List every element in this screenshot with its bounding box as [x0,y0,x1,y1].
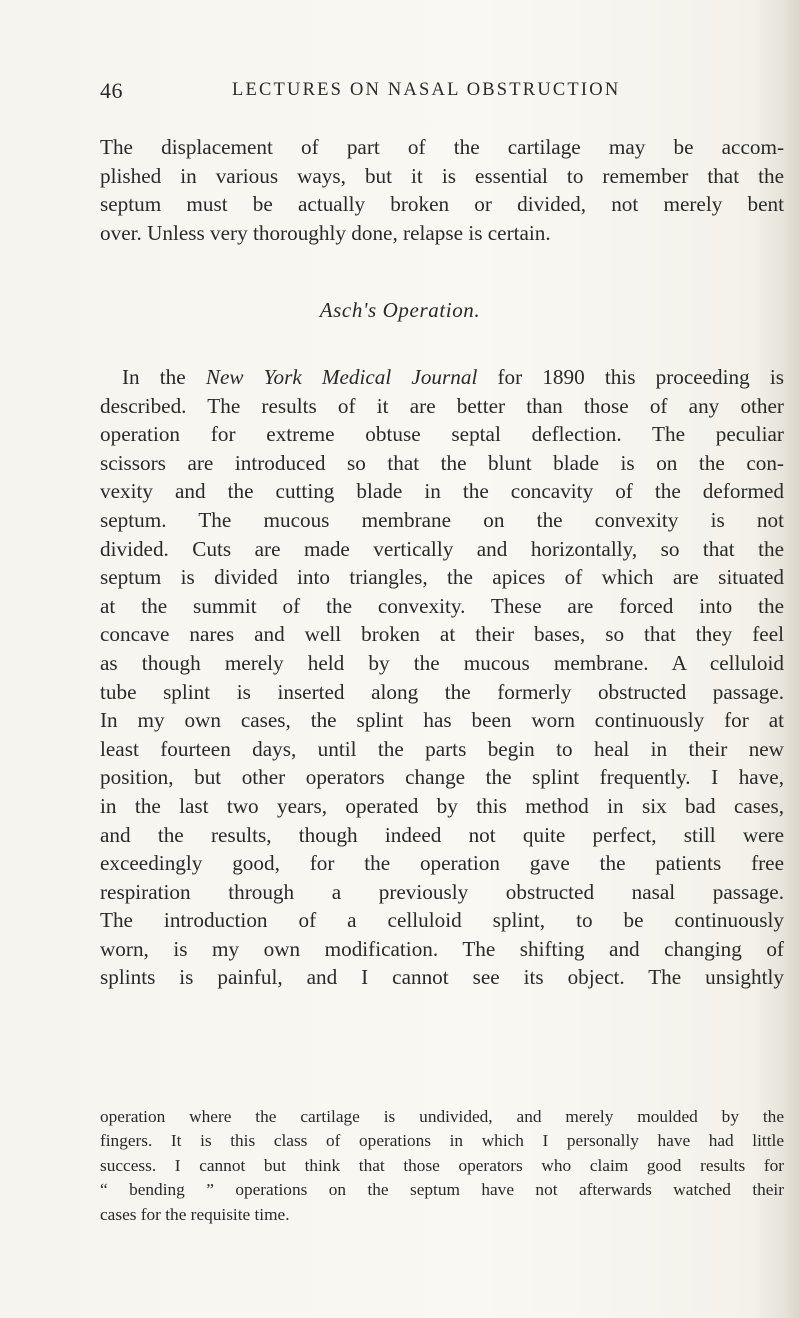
body-line: position, but other operators change the splint frequently. I have, [100,765,784,790]
body-first-line [100,363,784,392]
intro-line: plished in various ways, but it is essential to remember that the [100,163,784,188]
body-line: concave nares and well broken at their bases, so that they feel [100,622,784,647]
intro-line: over. Unless very thoroughly done, relapse is certain. [100,220,551,245]
small-print-line: operation where the cartilage is undivided, and merely moulded by the [100,1107,784,1126]
body-line: tube splint is inserted along the formerly obstructed passage. [100,679,784,704]
small-print-line: success. I cannot but think that those operators who claim good results for [100,1155,784,1175]
body-line: septum. The mucous membrane on the convexity is not [100,507,784,532]
small-print-line: cases for the requisite time. [100,1204,290,1224]
intro-line: septum must be actually broken or divided, not merely bent [100,192,784,217]
body-line: vexity and the cutting blade in the concavity of the deformed [100,479,784,504]
intro-paragraph [100,133,784,247]
body-line: septum is divided into triangles, the apices of which are situated [100,565,784,590]
running-head [100,78,800,108]
body-first-line-suffix: for 1890 this proceeding is [477,365,785,389]
body-line: scissors are introduced so that the blunt blade is on the con- [100,450,784,475]
section-heading: Asch's Operation. [319,298,481,322]
body-line: in the last two years, operated by this method in six bad cases, [100,793,784,818]
running-title: LECTURES ON NASAL OBSTRUCTION [232,80,621,100]
body-line: In my own cases, the splint has been worn continuously for at [100,708,784,733]
body-line: splints is painful, and I cannot see its object. The unsightly [100,965,784,990]
small-print-line: fingers. It is this class of operations in which I personally have had little [100,1131,784,1151]
body-line: respiration through a previously obstructed nasal passage. [100,879,784,904]
body-line: as though merely held by the mucous membrane. A celluloid [100,650,784,675]
body-line: The introduction of a celluloid splint, to be continuously [100,908,784,933]
body-line: divided. Cuts are made vertically and horizontally, so that the [100,536,784,561]
body-line: worn, is my own modification. The shifting and changing of [100,936,784,961]
page-number: 46 [100,78,123,103]
body-paragraph [100,363,784,992]
body-line: least fourteen days, until the parts begin to heal in their new [100,736,784,761]
body-line: and the results, though indeed not quite perfect, still were [100,822,784,847]
body-line: described. The results of it are better than those of any other [100,393,784,418]
body-line: exceedingly good, for the operation gave the patients free [100,851,784,876]
body-line: operation for extreme obtuse septal deflection. The peculiar [100,422,784,447]
intro-line: The displacement of part of the cartilage may be accom- [100,135,784,159]
small-print-line: “ bending ” operations on the septum have not afterwards watched their [100,1180,784,1200]
body-first-line-prefix: In the [122,365,206,389]
small-print-paragraph [100,1105,784,1227]
body-line: at the summit of the convexity. These are forced into the [100,593,784,618]
journal-title: New York Medical Journal [205,365,478,389]
